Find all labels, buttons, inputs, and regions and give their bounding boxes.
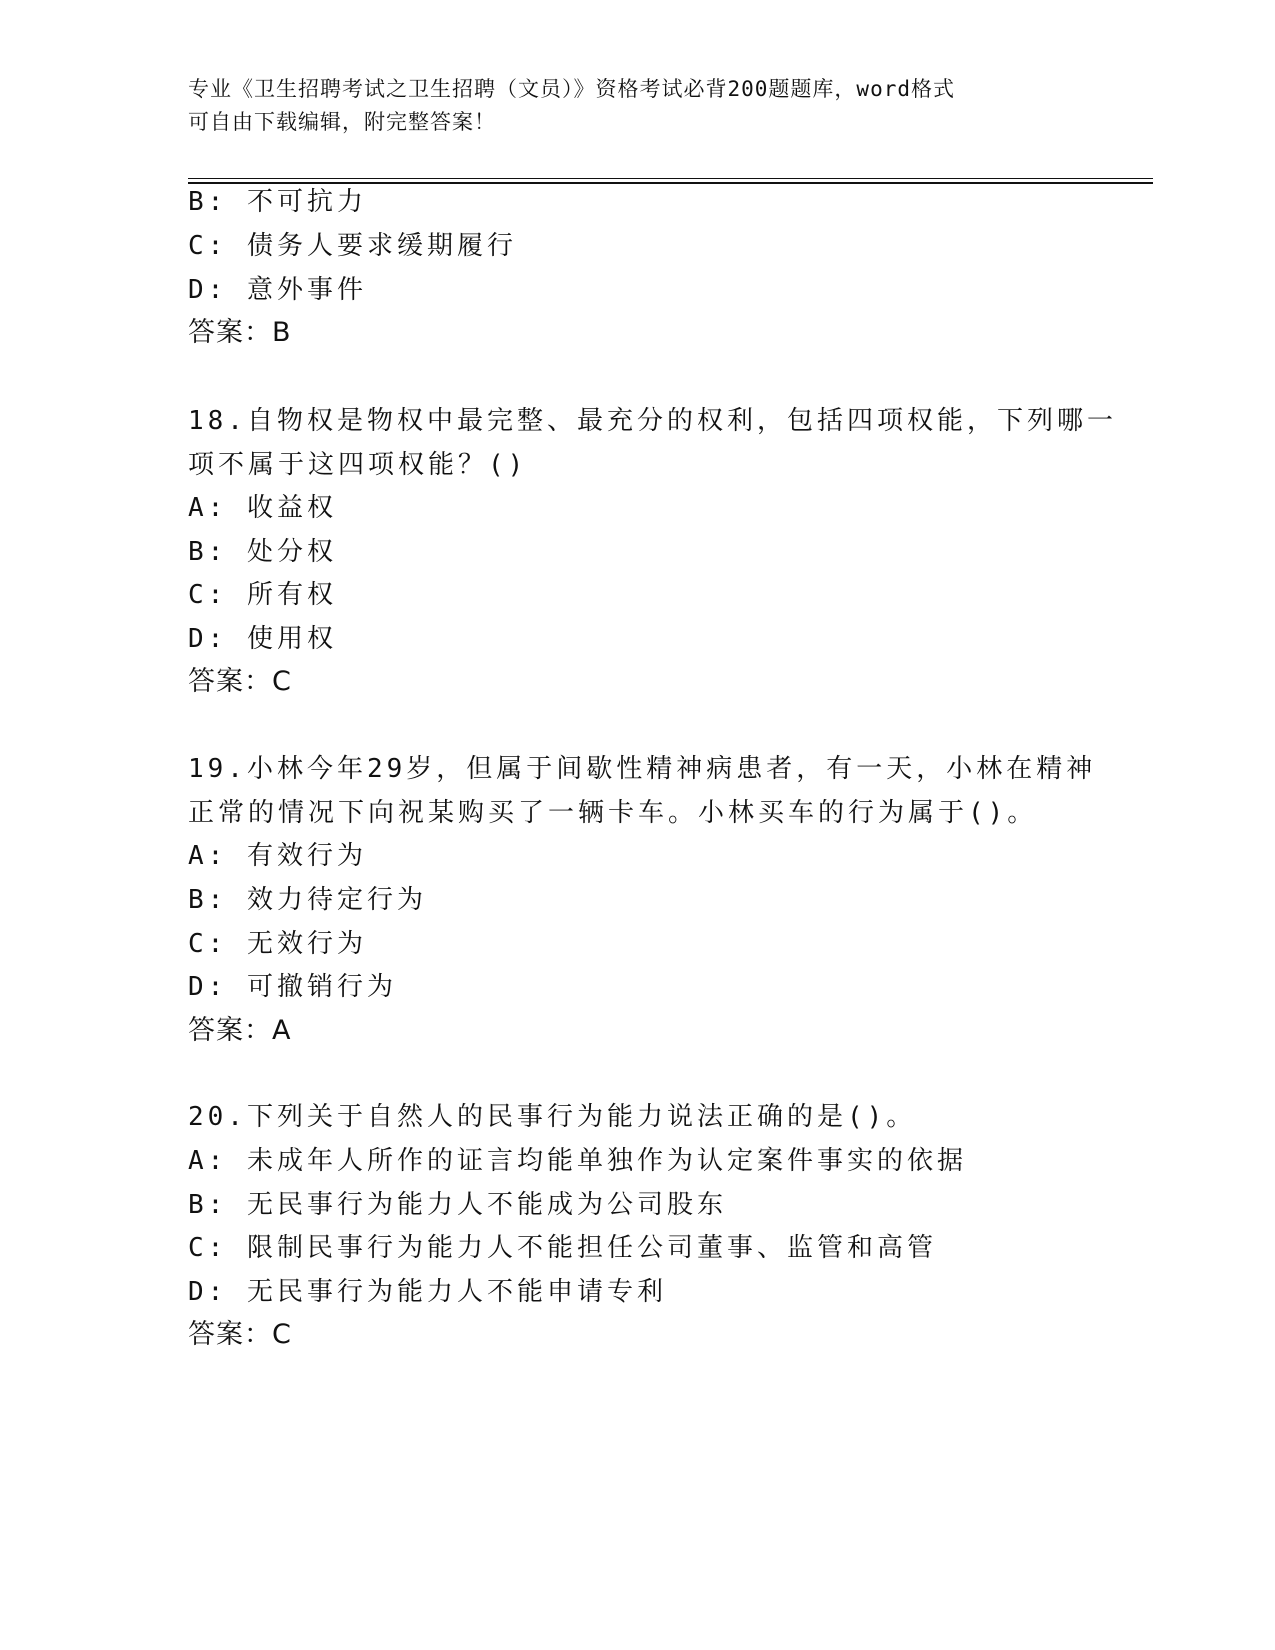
q17-answer: 答案：B (188, 317, 292, 348)
q19-answer: 答案：A (188, 1015, 292, 1046)
q20-option-c: C: 限制民事行为能力人不能担任公司董事、监管和高管 (188, 1233, 937, 1263)
header-divider-thick (188, 182, 1153, 184)
q18-option-a: A: 收益权 (188, 493, 337, 523)
q20-option-a: A: 未成年人所作的证言均能单独作为认定案件事实的依据 (188, 1146, 967, 1176)
q20-option-b: B: 无民事行为能力人不能成为公司股东 (188, 1190, 727, 1220)
q18-option-c: C: 所有权 (188, 580, 337, 610)
q18-stem-line-1: 18.自物权是物权中最完整、最充分的权利，包括四项权能，下列哪一 (188, 406, 1117, 436)
q18-option-b: B: 处分权 (188, 537, 337, 567)
q19-option-a: A: 有效行为 (188, 841, 367, 871)
q20-option-d: D: 无民事行为能力人不能申请专利 (188, 1277, 667, 1307)
q19-stem-line-1: 19.小林今年29岁，但属于间歇性精神病患者，有一天，小林在精神 (188, 754, 1097, 784)
q19-option-d: D: 可撤销行为 (188, 972, 397, 1002)
q19-stem-line-2: 正常的情况下向祝某购买了一辆卡车。小林买车的行为属于()。 (188, 798, 1038, 828)
document-header (188, 73, 1068, 139)
q17-option-b: B: 不可抗力 (188, 187, 367, 217)
q20-answer: 答案：C (188, 1319, 292, 1350)
q19-option-c: C: 无效行为 (188, 929, 367, 959)
q18-stem-line-2: 项不属于这四项权能？() (188, 450, 528, 480)
q17-option-c: C: 债务人要求缓期履行 (188, 231, 517, 261)
q20-stem-line-1: 20.下列关于自然人的民事行为能力说法正确的是()。 (188, 1102, 917, 1132)
header-divider-thin (188, 178, 1153, 179)
q18-answer: 答案：C (188, 666, 292, 697)
q19-option-b: B: 效力待定行为 (188, 885, 427, 915)
q17-option-d: D: 意外事件 (188, 275, 367, 305)
header-title-line-2: 可自由下载编辑，附完整答案！ (188, 110, 496, 134)
q18-option-d: D: 使用权 (188, 624, 337, 654)
header-title-line-1: 专业《卫生招聘考试之卫生招聘（文员）》资格考试必背200题题库，word格式 (188, 77, 955, 101)
